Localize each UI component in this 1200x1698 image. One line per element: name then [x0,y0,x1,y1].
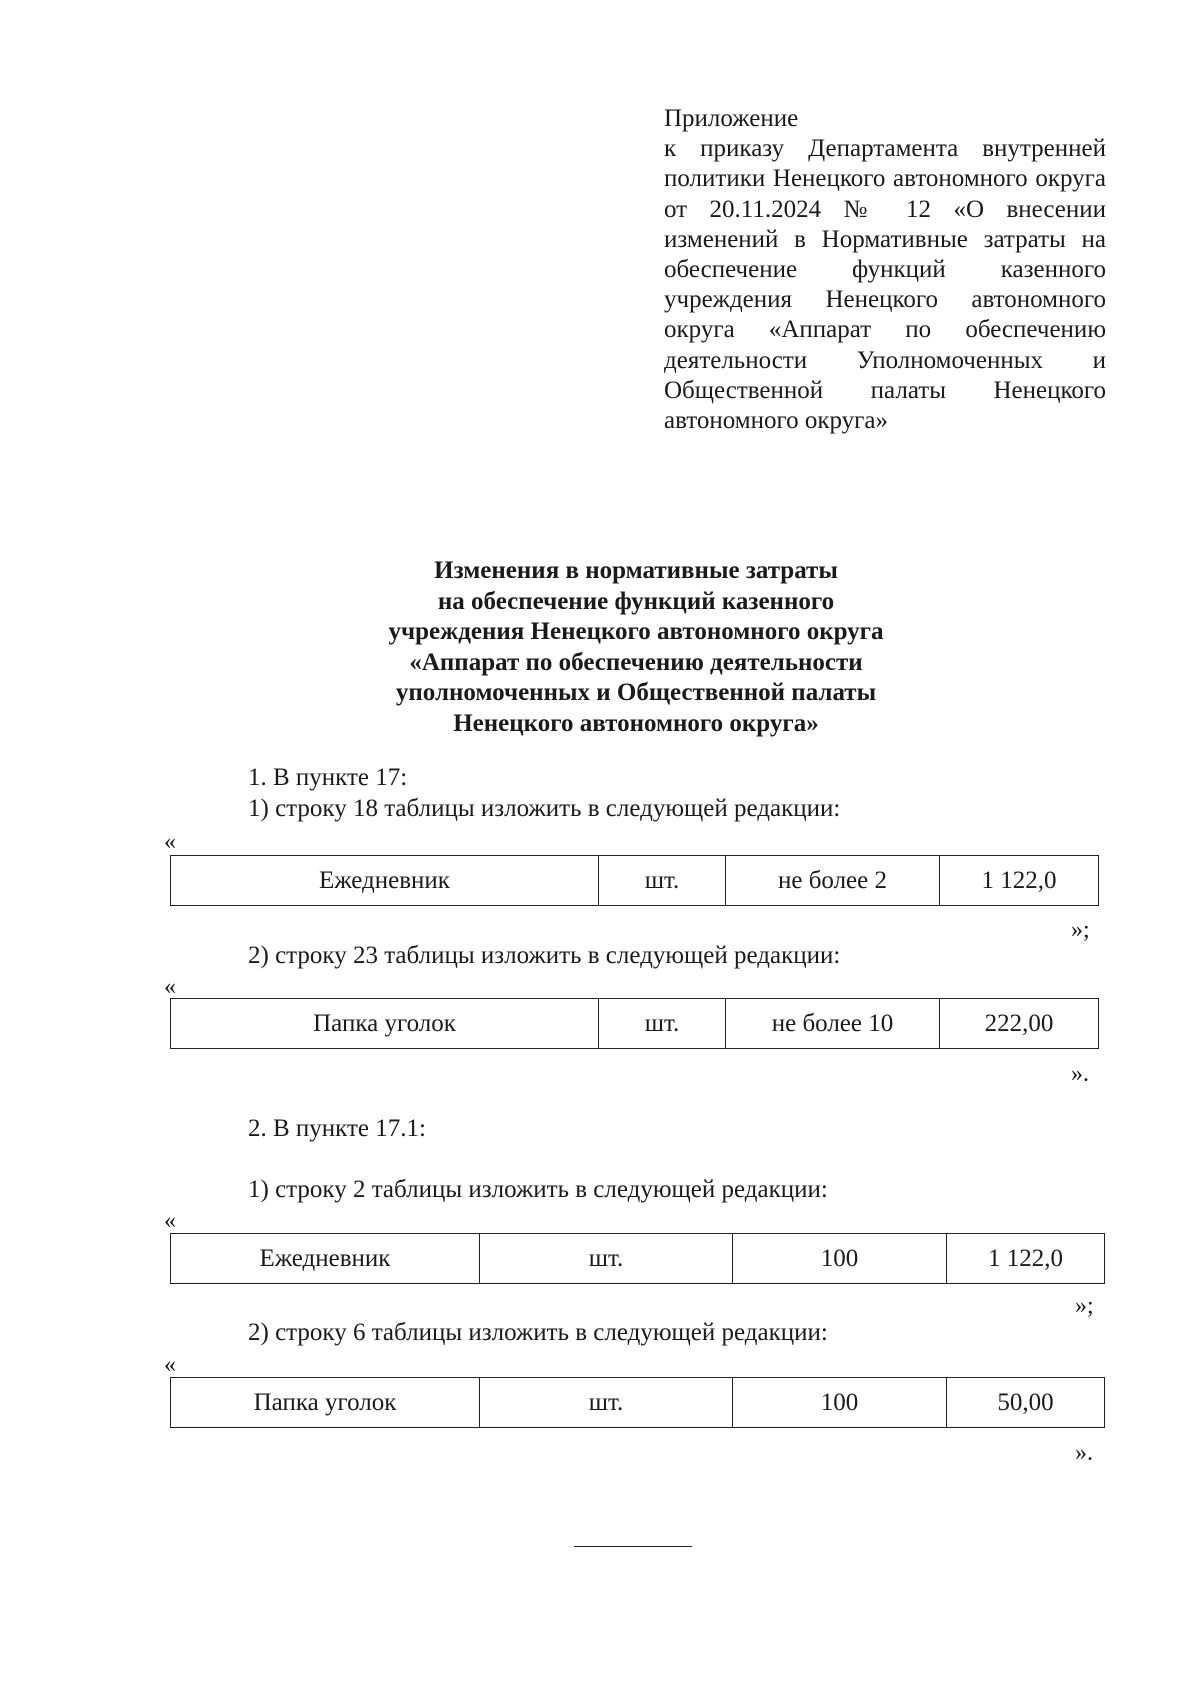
cell-quantity: 100 [733,1378,947,1428]
cell-unit: шт. [480,1234,733,1284]
open-quote: « [164,1208,176,1234]
appendix-body: к приказу Департамента внутренней политики Ненецкого автономного округа от 20.11.2024 № 12 «О внесении изменений в Нормативные затраты на обеспечение функций казенного учреждения Ненецкого автономного округа «Аппарат по обеспечению деятельности Уполномоченных и Общественной палаты Ненецкого автономного округа» [664,135,1106,435]
cell-unit: шт. [480,1378,733,1428]
replacement-row-table [170,855,1099,906]
end-divider [574,1546,692,1547]
open-quote: « [164,829,176,855]
title-line: Изменения в нормативные затраты [434,557,838,584]
title-line: уполномоченных и Общественной палаты [395,679,877,706]
cell-unit: шт. [599,856,726,906]
title-line: на обеспечение функций казенного [437,587,835,615]
table-row [171,999,1099,1049]
cell-price: 222,00 [940,999,1099,1049]
document-title [300,556,972,739]
table-row [171,856,1099,906]
replacement-row-table [170,1377,1105,1428]
cell-item-name: Папка уголок [171,1378,480,1428]
item-instruction: 2) строку 23 таблицы изложить в следующей редакции: [248,942,841,969]
item-instruction: 1) строку 18 таблицы изложить в следующей редакции: [248,795,841,822]
cell-price: 1 122,0 [940,856,1099,906]
cell-price: 1 122,0 [947,1234,1105,1284]
cell-quantity: не более 10 [726,999,940,1049]
title-line: учреждения Ненецкого автономного округа [388,618,884,645]
table-row [171,1234,1105,1284]
cell-item-name: Ежедневник [171,856,599,906]
close-quote: ». [1075,1440,1093,1466]
close-quote: ». [1071,1061,1089,1087]
cell-unit: шт. [599,999,726,1049]
title-line: «Аппарат по обеспечению деятельности [409,648,863,676]
close-quote: »; [1071,917,1090,943]
cell-price: 50,00 [947,1378,1105,1428]
cell-item-name: Папка уголок [171,999,599,1049]
close-quote: »; [1075,1293,1094,1319]
cell-quantity: не более 2 [726,856,940,906]
replacement-row-table [170,1233,1105,1284]
item-instruction: 2) строку 6 таблицы изложить в следующей редакции: [248,1319,828,1346]
section-heading: 2. В пункте 17.1: [248,1115,426,1142]
section-heading: 1. В пункте 17: [248,764,408,791]
appendix-title: Приложение [664,105,799,132]
table-row [171,1378,1105,1428]
item-instruction: 1) строку 2 таблицы изложить в следующей редакции: [248,1176,828,1203]
cell-quantity: 100 [733,1234,947,1284]
title-line: Ненецкого автономного округа» [453,709,819,737]
cell-item-name: Ежедневник [171,1234,480,1284]
appendix-block [664,104,1106,436]
open-quote: « [164,1352,176,1378]
replacement-row-table [170,998,1099,1049]
open-quote: « [164,974,176,1000]
